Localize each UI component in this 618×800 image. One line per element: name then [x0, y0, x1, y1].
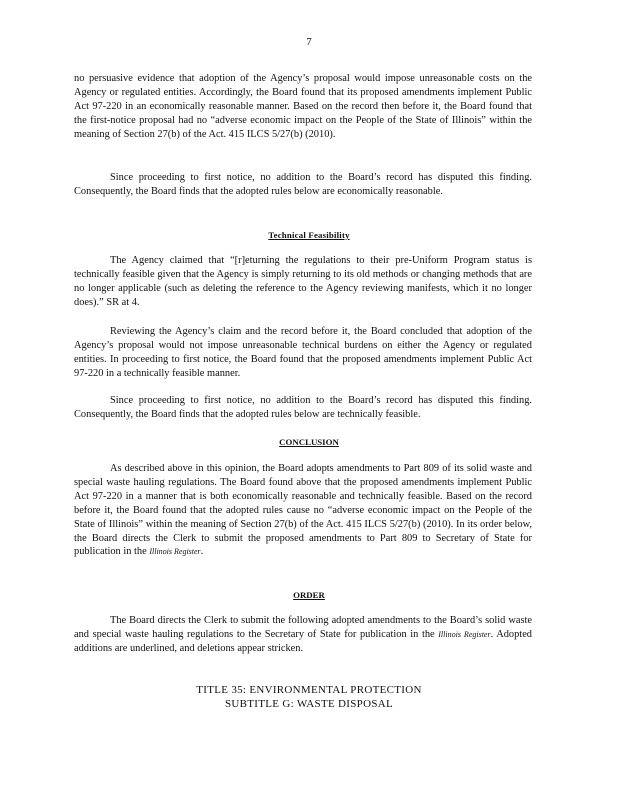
- heading-technical-feasibility: [0, 230, 618, 240]
- conclusion-text: As described above in this opinion, the Board adopts amendments to Part 809 of its solid waste and special waste hauling regulations. The Board found above that the proposed amendments implement Public Act 97-220 in a manner that is both economically reasonable and technically feasible. Based on the record before it, the Board found that the adopted rules cause no “adverse economic impact on the People of the State of Illinois” within the meaning of Section 27(b) of the Act. 415 ILCS 5/27(b) (2010). In its order below, the Board directs the Clerk to submit the proposed amendments to Part 809 to Secretary of State for publication in the: [74, 463, 532, 558]
- page-number: 7: [306, 36, 312, 48]
- paragraph-agency-claim: The Agency claimed that “[r]eturning the regulations to their pre-Uniform Program status is technically feasible given that the Agency is simply returning to its old methods or changing methods that are no longer applicable (such as deleting the reference to the Agency reviewing manifests, which it no longer does).” SR at 4.: [74, 255, 532, 308]
- order-end: . Adopted additions are underlined, and deletions appear stricken.: [74, 628, 532, 654]
- illinois-register-italic: Illinois Register: [149, 547, 201, 557]
- heading-order-text: ORDER: [293, 590, 325, 600]
- heading-conclusion-text: CONCLUSION: [279, 437, 339, 447]
- title-35-line: TITLE 35: ENVIRONMENTAL PROTECTION: [196, 684, 422, 696]
- paragraph-conclusion: [74, 462, 532, 559]
- subtitle-g-line: SUBTITLE G: WASTE DISPOSAL: [224, 698, 394, 710]
- conclusion-end: .: [200, 546, 204, 558]
- paragraph-order: [74, 614, 532, 656]
- heading-conclusion: [0, 437, 618, 447]
- heading-order: [0, 590, 618, 600]
- paragraph-economic-findings: no persuasive evidence that adoption of the Agency’s proposal would impose unreasonable costs on the Agency or regulated entities. Accordingly, the Board found that its proposed amendments implement Public Act 97-220 in an economically reasonable manner. Based on the record then before it, the Board found that the first-notice proposal had no “adverse economic impact on the People of the State of Illinois” within the meaning of Section 27(b) of the Act. 415 ILCS 5/27(b) (2010).: [74, 73, 532, 140]
- illinois-register-italic-order: Illinois Register: [438, 629, 491, 639]
- paragraph-technical-conclusion: Since proceeding to first notice, no addition to the Board’s record has disputed this finding. Consequently, the Board finds that the adopted rules below are technically feasible.: [74, 395, 532, 420]
- order-text: The Board directs the Clerk to submit the following adopted amendments to the Board’s solid waste and special waste hauling regulations to the Secretary of State for publication in the: [74, 615, 532, 640]
- heading-technical-feasibility-text: Technical Feasibility: [268, 230, 350, 240]
- paragraph-board-review: Reviewing the Agency’s claim and the record before it, the Board concluded that adoption of the Agency’s proposal would not impose unreasonable technical burdens on either the Agency or regulated entities. In proceeding to first notice, the Board found that the proposed amendments implement Public Act 97-220 in a technically feasible manner.: [74, 326, 532, 379]
- paragraph-economic-conclusion: Since proceeding to first notice, no addition to the Board’s record has disputed this finding. Consequently, the Board finds that the adopted rules below are economically reasonable.: [74, 172, 532, 197]
